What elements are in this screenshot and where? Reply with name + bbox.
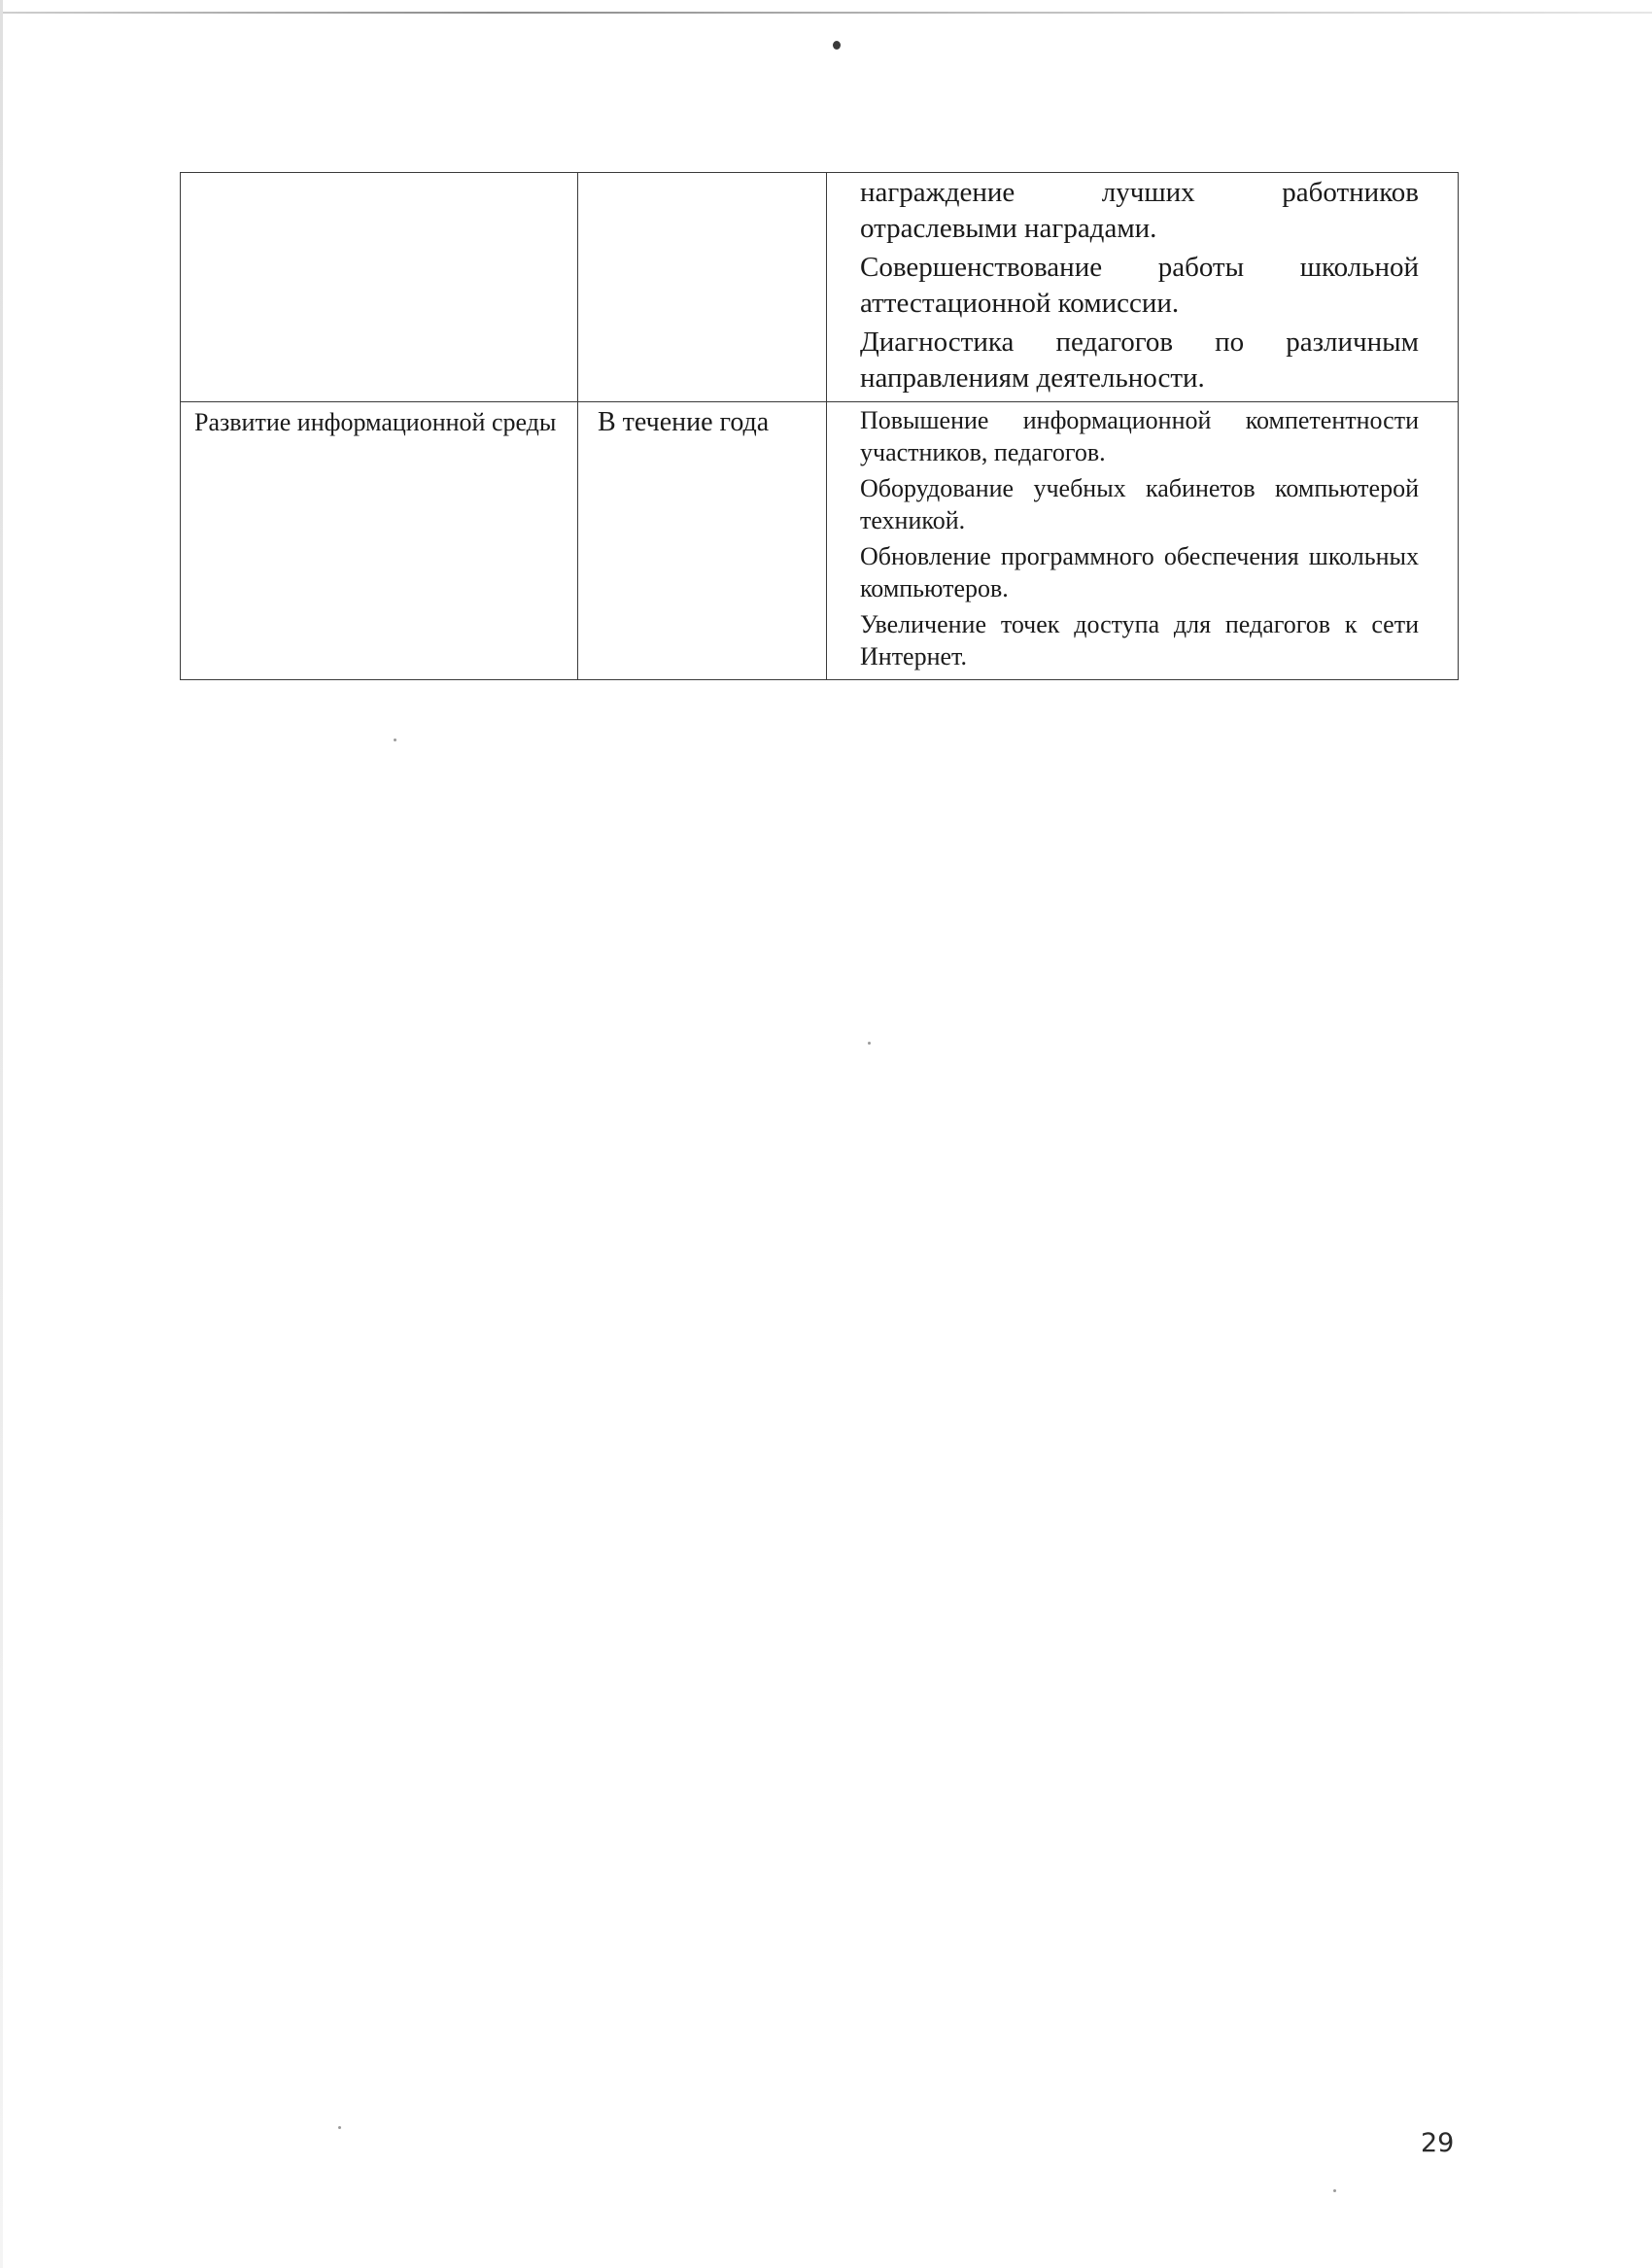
scan-speck bbox=[338, 2126, 341, 2129]
activities-cell bbox=[827, 173, 1459, 402]
scan-edge bbox=[0, 12, 1652, 14]
timeframe-cell bbox=[578, 173, 827, 402]
activity-item: Увеличение точек доступа для педагогов к сети Интернет. bbox=[860, 610, 1419, 670]
scan-edge-left bbox=[0, 0, 3, 2268]
direction-cell bbox=[181, 173, 578, 402]
scan-speck bbox=[868, 1042, 871, 1045]
scan-speck bbox=[833, 41, 841, 50]
table-row bbox=[181, 173, 1459, 402]
activity-item: Повышение информационной компетентности участников, педагогов. bbox=[860, 406, 1419, 466]
activity-item: Совершенствование работы школьной аттестационной комиссии. bbox=[860, 252, 1419, 319]
page-number: 29 bbox=[1421, 2128, 1455, 2158]
scan-speck bbox=[1333, 2189, 1336, 2192]
timeframe-cell: В течение года bbox=[578, 402, 827, 680]
activity-item: награждение лучших работников отраслевыми наградами. bbox=[860, 177, 1419, 244]
direction-cell: Развитие информационной среды bbox=[181, 402, 578, 680]
activity-plan-table bbox=[180, 172, 1459, 680]
activity-item: Обновление программного обеспечения школьных компьютеров. bbox=[860, 542, 1419, 602]
scan-speck bbox=[394, 739, 396, 741]
table-row bbox=[181, 402, 1459, 680]
activity-item: Оборудование учебных кабинетов компьютерой техникой. bbox=[860, 474, 1419, 534]
activity-item: Диагностика педагогов по различным направлениям деятельности. bbox=[860, 326, 1419, 394]
activities-cell bbox=[827, 402, 1459, 680]
